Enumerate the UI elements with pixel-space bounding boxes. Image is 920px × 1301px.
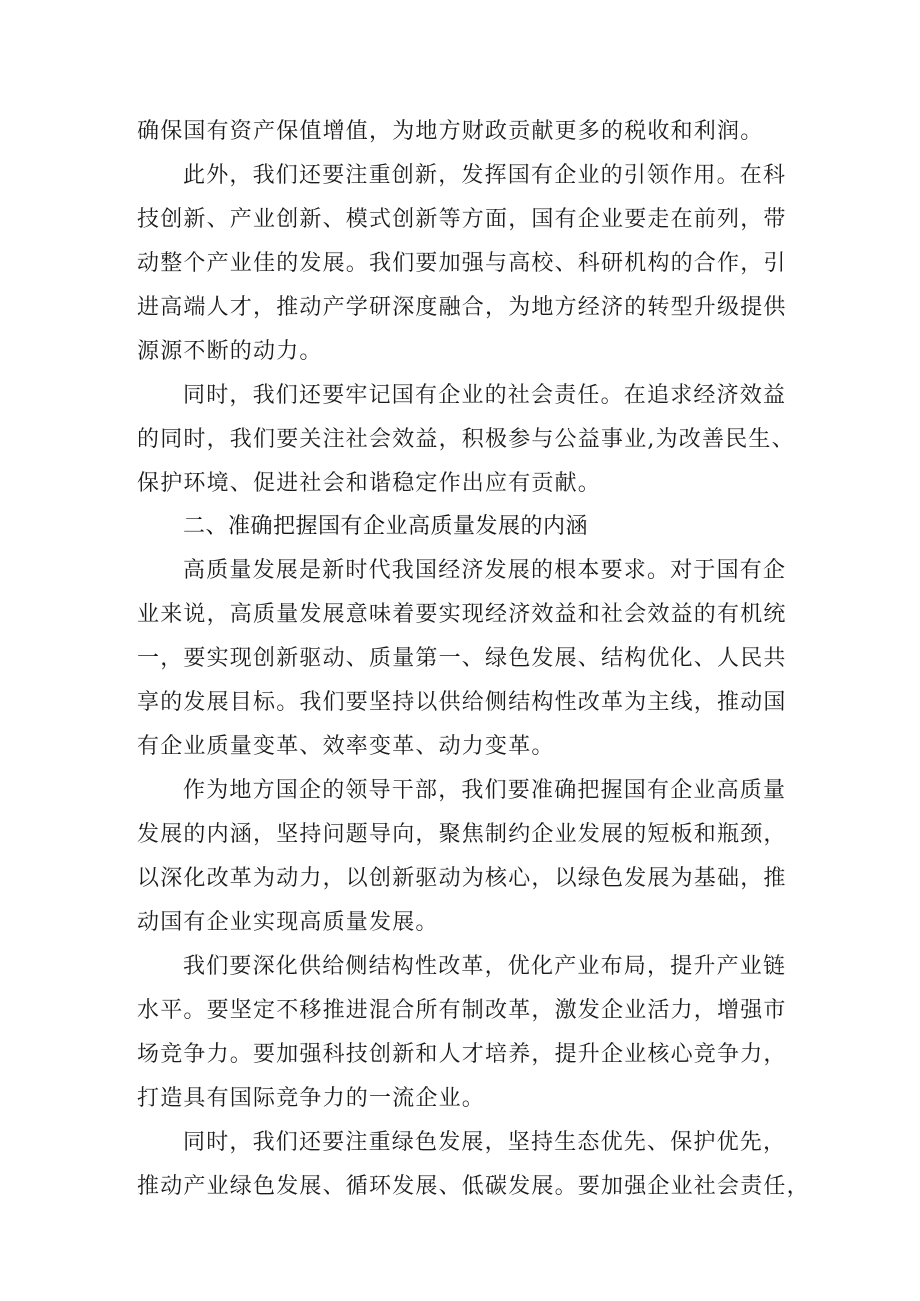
paragraph-3-line-1: 高质量发展是新时代我国经济发展的根本要求。对于国有企 xyxy=(183,558,787,583)
paragraph-3-line-5: 有企业质量变革、效率变革、动力变革。 xyxy=(137,734,555,759)
paragraph-4-line-4: 动国有企业实现高质量发展。 xyxy=(137,910,439,935)
paragraph-4-line-2: 发展的内涵，坚持问题导向，聚焦制约企业发展的短板和瓶颈， xyxy=(137,822,787,847)
paragraph-3-line-3: 一，要实现创新驱动、质量第一、绿色发展、结构优化、人民共 xyxy=(137,646,787,671)
paragraph-2-line-1: 同时，我们还要牢记国有企业的社会责任。在追求经济效益 xyxy=(183,383,787,408)
paragraph-4-line-3: 以深化改革为动力，以创新驱动为核心，以绿色发展为基础，推 xyxy=(137,866,787,891)
paragraph-1-line-2: 技创新、产业创新、模式创新等方面，国有企业要走在前列，带 xyxy=(137,207,787,232)
paragraph-6-line-2: 推动产业绿色发展、循环发展、低碳发展。要加强企业社会责任， xyxy=(137,1174,810,1199)
paragraph-1-line-3: 动整个产业佳的发展。我们要加强与高校、科研机构的合作，引 xyxy=(137,251,787,276)
paragraph-1-line-5: 源源不断的动力。 xyxy=(137,339,323,364)
paragraph-2-line-2: 的同时，我们要关注社会效益，积极参与公益事业,为改善民生、 xyxy=(137,427,795,452)
paragraph-1-line-4: 进高端人才，推动产学研深度融合，为地方经济的转型升级提供 xyxy=(137,295,787,320)
paragraph-0-line-1: 确保国有资产保值增值，为地方财政贡献更多的税收和利润。 xyxy=(137,119,764,144)
section-heading: 二、准确把握国有企业高质量发展的内涵 xyxy=(183,514,589,539)
paragraph-6-line-1: 同时，我们还要注重绿色发展，坚持生态优先、保护优先， xyxy=(183,1130,787,1155)
paragraph-5-line-1: 我们要深化供给侧结构性改革，优化产业布局，提升产业链 xyxy=(183,954,787,979)
paragraph-2-line-3: 保护环境、促进社会和谐稳定作出应有贡献。 xyxy=(137,471,602,496)
paragraph-5-line-2: 水平。要坚定不移推进混合所有制改革，激发企业活力，增强市 xyxy=(137,998,787,1023)
paragraph-3-line-4: 享的发展目标。我们要坚持以供给侧结构性改革为主线，推动国 xyxy=(137,690,787,715)
paragraph-1-line-1: 此外，我们还要注重创新，发挥国有企业的引领作用。在科 xyxy=(183,163,787,188)
paragraph-4-line-1: 作为地方国企的领导干部，我们要准确把握国有企业高质量 xyxy=(183,778,787,803)
paragraph-5-line-4: 打造具有国际竞争力的一流企业。 xyxy=(137,1086,486,1111)
paragraph-3-line-2: 业来说，高质量发展意味着要实现经济效益和社会效益的有机统 xyxy=(137,602,787,627)
paragraph-5-line-3: 场竞争力。要加强科技创新和人才培养，提升企业核心竞争力， xyxy=(137,1042,787,1067)
